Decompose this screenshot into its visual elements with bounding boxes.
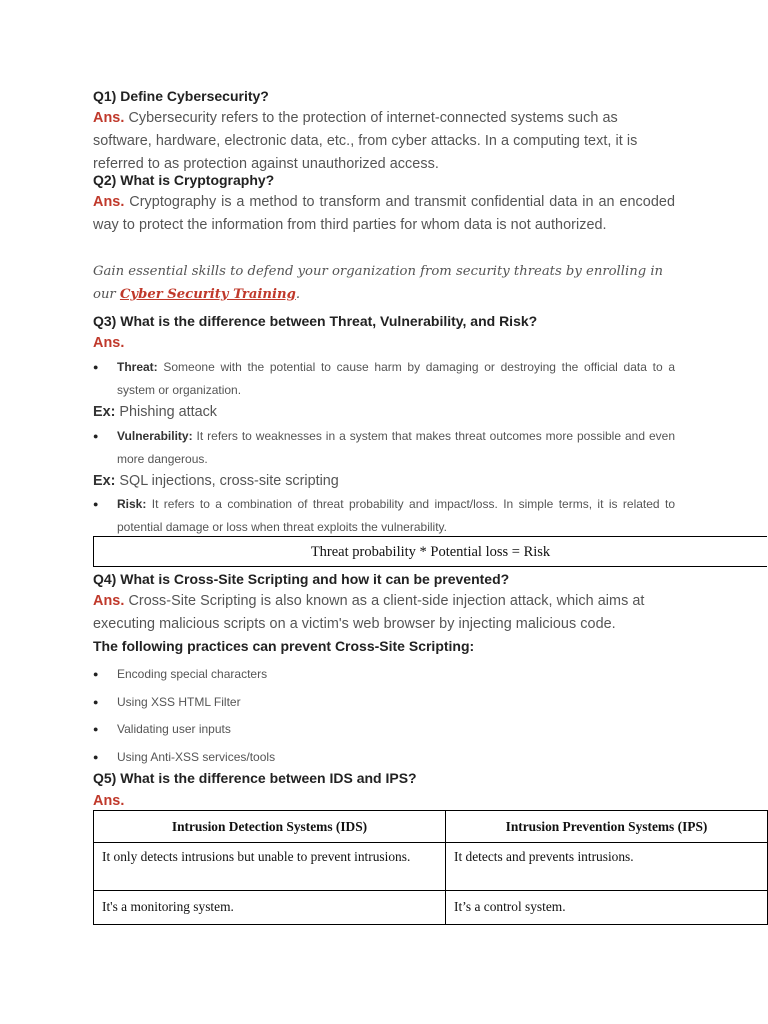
bullet-icon: ● — [93, 752, 99, 762]
table-row — [94, 891, 768, 925]
answer-1-text: Cybersecurity refers to the protection of internet-connected systems such as software, hardware, electronic data, etc., from cyber attacks. In a computing text, it is referred to as protection against unauthorized access. — [93, 110, 638, 172]
practice-text: Using Anti-XSS services/tools — [117, 750, 276, 764]
list-item-risk — [93, 493, 675, 539]
risk-formula-box: Threat probability * Potential loss = Risk — [93, 536, 767, 567]
bullet-icon: ● — [93, 697, 99, 707]
list-item-threat — [93, 356, 675, 402]
example-label: Ex: — [93, 473, 116, 489]
answer-4 — [93, 590, 675, 636]
table-header-ids: Intrusion Detection Systems (IDS) — [94, 811, 446, 843]
table-header-row — [94, 811, 768, 843]
table-cell: It only detects intrusions but unable to prevent intrusions. — [94, 843, 446, 891]
answer-2-text: Cryptography is a method to transform and transmit confidential data in an encoded way to protect the information from third parties for whom data is not authorized. — [93, 194, 675, 233]
example-vulnerability — [93, 473, 339, 489]
term-threat: Threat: — [117, 360, 158, 374]
question-5-heading: Q5) What is the difference between IDS and IPS? — [93, 770, 417, 786]
practice-text: Using XSS HTML Filter — [117, 695, 241, 709]
desc-risk: It refers to a combination of threat probability and impact/loss. In simple terms, it is related to potential damage or loss when threat exploits the vulnerability. — [117, 497, 675, 534]
answer-label: Ans. — [93, 793, 125, 809]
term-risk: Risk: — [117, 497, 147, 511]
question-3-heading: Q3) What is the difference between Threat, Vulnerability, and Risk? — [93, 313, 538, 329]
table-header-ips: Intrusion Prevention Systems (IPS) — [446, 811, 768, 843]
answer-2 — [93, 191, 675, 237]
training-promo — [93, 260, 675, 306]
question-1-heading: Q1) Define Cybersecurity? — [93, 88, 269, 104]
example-threat — [93, 404, 217, 420]
answer-1 — [93, 107, 675, 176]
bullet-icon: ● — [93, 669, 99, 679]
answer-label: Ans. — [93, 194, 125, 210]
answer-4-text: Cross-Site Scripting is also known as a client-side injection attack, which aims at executing malicious scripts on a victim's web browser by injecting malicious code. — [93, 593, 645, 632]
example-text: SQL injections, cross-site scripting — [115, 473, 339, 489]
practices-heading: The following practices can prevent Cross-Site Scripting: — [93, 638, 475, 654]
promo-text: Gain essential skills to defend your organization from security threats by enrolling in our — [93, 264, 664, 302]
answer-label: Ans. — [93, 335, 125, 351]
term-vulnerability: Vulnerability: — [117, 429, 193, 443]
question-2-heading: Q2) What is Cryptography? — [93, 172, 275, 188]
list-item-vulnerability — [93, 425, 675, 471]
list-item — [93, 718, 675, 741]
example-text: Phishing attack — [115, 404, 217, 420]
practice-text: Validating user inputs — [117, 722, 231, 736]
bullet-icon: ● — [93, 724, 99, 734]
list-item — [93, 691, 675, 714]
list-item — [93, 663, 675, 686]
answer-label: Ans. — [93, 593, 125, 609]
bullet-icon: ● — [93, 431, 99, 441]
table-cell: It's a monitoring system. — [94, 891, 446, 925]
example-label: Ex: — [93, 404, 116, 420]
promo-end: . — [295, 287, 301, 302]
table-row — [94, 843, 768, 891]
desc-threat: Someone with the potential to cause harm by damaging or destroying the official data to a system or organization. — [117, 360, 675, 397]
cyber-security-training-link[interactable]: Cyber Security Training — [119, 287, 296, 302]
table-cell: It detects and prevents intrusions. — [446, 843, 768, 891]
question-4-heading: Q4) What is Cross-Site Scripting and how it can be prevented? — [93, 571, 510, 587]
table-cell: It’s a control system. — [446, 891, 768, 925]
ids-ips-comparison-table — [93, 810, 768, 925]
answer-3-label-line — [93, 332, 675, 355]
list-item — [93, 746, 675, 769]
desc-vulnerability: It refers to weaknesses in a system that makes threat outcomes more possible and even more dangerous. — [117, 429, 675, 466]
practice-text: Encoding special characters — [117, 667, 268, 681]
bullet-icon: ● — [93, 362, 99, 372]
bullet-icon: ● — [93, 499, 99, 509]
answer-label: Ans. — [93, 110, 125, 126]
